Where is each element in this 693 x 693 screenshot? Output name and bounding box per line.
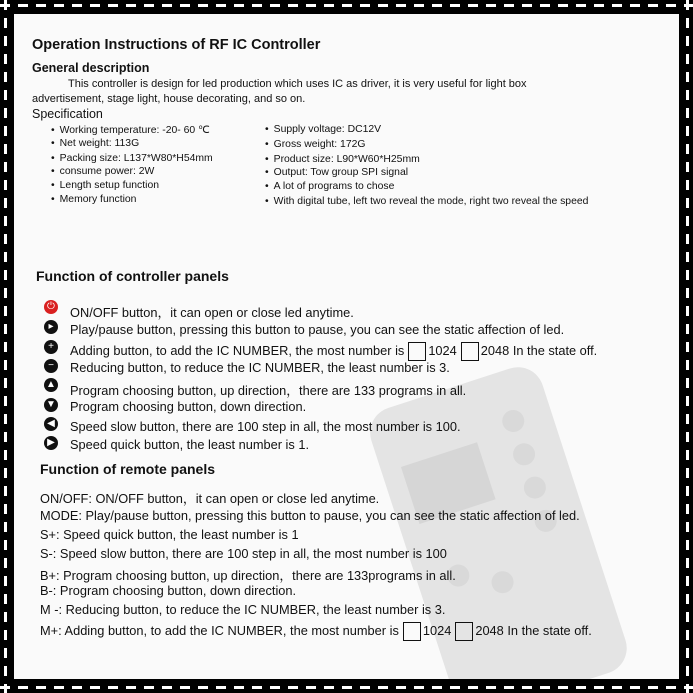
spec-heading: Specification (32, 107, 103, 121)
controller-item: Speed quick button, the least number is 1. (70, 437, 310, 452)
document-page (14, 14, 679, 679)
checkbox-1024 (403, 622, 421, 641)
checkbox-2048 (461, 342, 479, 361)
spec-left-item: • Packing size: L137*W80*H54mm (51, 153, 213, 164)
right-icon: ▶ (44, 436, 58, 450)
remote-heading: Function of remote panels (40, 461, 216, 477)
spec-left-item: • consume power: 2W (51, 166, 154, 177)
controller-item-adding: Adding button, to add the IC NUMBER, the most number is 1024 2048 In the state off. (70, 342, 597, 361)
power-icon: ⏻ (44, 300, 58, 314)
remote-item: S-: Speed slow button, there are 100 step in all, the most number is 100 (40, 546, 447, 561)
top-border-dashes (0, 4, 693, 7)
spec-right-item: • With digital tube, left two reveal the mode, right two reveal the speed (265, 196, 588, 207)
remote-item: B-: Program choosing button, down direction. (40, 583, 297, 598)
remote-item: MODE: Play/pause button, pressing this button to pause, you can see the static affection of led. (40, 508, 580, 523)
checkbox-1024 (408, 342, 426, 361)
left-border-dashes (4, 0, 7, 693)
general-para-1: This controller is design for led production which uses IC as driver, it is very useful for light box (68, 78, 527, 90)
up-icon: ▲ (44, 378, 58, 392)
checkbox-2048 (455, 622, 473, 641)
remote-item: B+: Program choosing button, up direction，there are 133programs in all. (40, 568, 456, 583)
left-icon: ◀ (44, 417, 58, 431)
spec-left-item: • Net weight: 113G (51, 138, 139, 149)
spec-left-item: • Length setup function (51, 180, 159, 191)
controller-item: Play/pause button, pressing this button to pause, you can see the static affection of led. (70, 322, 565, 337)
bottom-border-dashes (0, 686, 693, 689)
down-icon: ▼ (44, 398, 58, 412)
spec-right-item: • Gross weight: 172G (265, 139, 365, 150)
remote-item-adding: M+: Adding button, to add the IC NUMBER, the most number is 1024 2048 In the state off. (40, 622, 592, 641)
play-pause-icon: ▸ (44, 320, 58, 334)
general-heading: General description (32, 61, 150, 75)
spec-left-item: • Memory function (51, 194, 136, 205)
spec-right-item: • Product size: L90*W60*H25mm (265, 154, 420, 165)
controller-item: Reducing button, to reduce the IC NUMBER, the least number is 3. (70, 360, 450, 375)
right-border-dashes (686, 0, 689, 693)
remote-item: M -: Reducing button, to reduce the IC NUMBER, the least number is 3. (40, 602, 446, 617)
general-para-2: advertisement, stage light, house decorating, and so on. (32, 93, 306, 105)
controller-item: Program choosing button, up direction，there are 133 programs in all. (70, 383, 467, 398)
spec-right-item: • A lot of programs to chose (265, 181, 394, 192)
controller-heading: Function of controller panels (36, 268, 229, 284)
page-title: Operation Instructions of RF IC Controller (32, 37, 321, 53)
minus-icon: − (44, 359, 58, 373)
plus-icon: + (44, 340, 58, 354)
spec-left-item: • Working temperature: -20- 60 ℃ (51, 124, 210, 136)
spec-right-item: • Supply voltage: DC12V (265, 124, 381, 135)
spec-right-item: • Output: Tow group SPI signal (265, 167, 408, 178)
controller-item: ON/OFF button，it can open or close led anytime. (70, 305, 354, 320)
remote-item: S+: Speed quick button, the least number is 1 (40, 527, 299, 542)
controller-item: Speed slow button, there are 100 step in all, the most number is 100. (70, 419, 461, 434)
controller-item: Program choosing button, down direction. (70, 399, 307, 414)
remote-item: ON/OFF: ON/OFF button，it can open or close led anytime. (40, 491, 380, 506)
